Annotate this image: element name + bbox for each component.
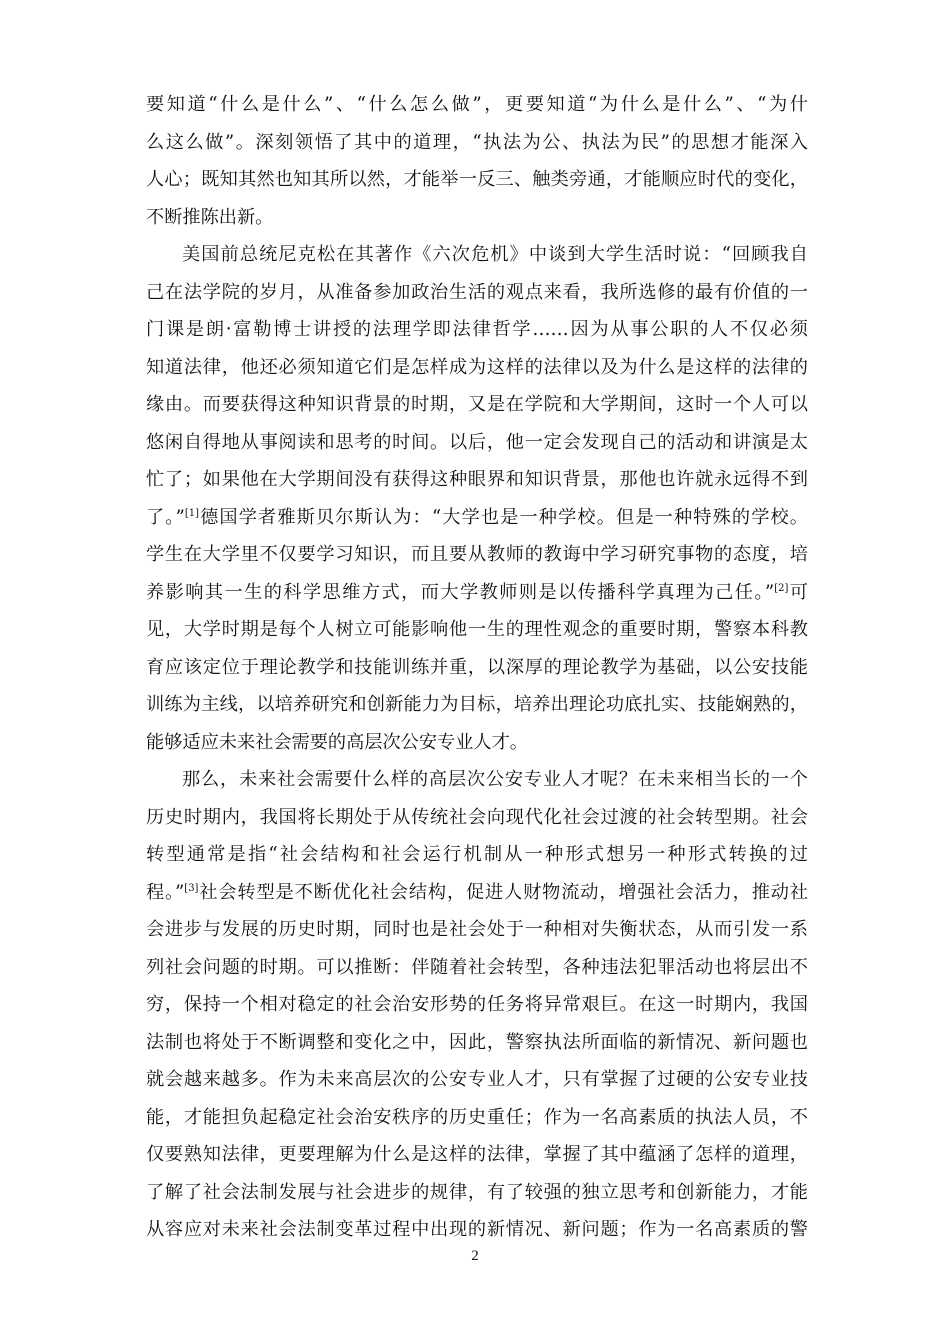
text-line: 美国前总统尼克松在其著作《六次危机》中谈到大学生活时说：“回顾我自 <box>182 244 808 265</box>
text-line: 人心；既知其然也知其所以然，才能举一反三、触类旁通，才能顺应时代的变化， <box>146 169 808 190</box>
citation-marker: [1] <box>184 507 199 519</box>
page-number: 2 <box>471 1248 479 1264</box>
text-line: 就会越来越多。作为未来高层次的公安专业人才，只有掌握了过硬的公安专业技 <box>146 1069 808 1090</box>
text-line: 么这么做”。深刻领悟了其中的道理，“执法为公、执法为民”的思想才能深入 <box>146 131 808 153</box>
text-line: 那么，未来社会需要什么样的高层次公安专业人才呢？在未来相当长的一个 <box>182 769 808 790</box>
paragraph-1 <box>146 86 808 236</box>
citation-marker: [3] <box>184 882 199 894</box>
text-line: 法制也将处于不断调整和变化之中，因此，警察执法所面临的新情况、新问题也 <box>146 1031 808 1053</box>
text-line-with-citation: 了。”[1]德国学者雅斯贝尔斯认为：“大学也是一种学校。但是一种特殊的学校。 <box>146 506 808 528</box>
text-line: 从容应对未来社会法制变革过程中出现的新情况、新问题；作为一名高素质的警 <box>146 1219 808 1240</box>
text-line-with-citation: 程。”[3]社会转型是不断优化社会结构，促进人财物流动，增强社会活力，推动社 <box>146 881 808 903</box>
paragraph-3 <box>146 761 808 1249</box>
text-line: 缘由。而要获得这种知识背景的时期，又是在学院和大学期间，这时一个人可以 <box>146 394 808 415</box>
text-line: 要知道“什么是什么”、“什么怎么做”，更要知道“为什么是什么”、“为什 <box>146 94 808 115</box>
text-line: 能，才能担负起稳定社会治安秩序的历史重任；作为一名高素质的执法人员，不 <box>146 1106 808 1128</box>
text-line: 历史时期内，我国将长期处于从传统社会向现代化社会过渡的社会转型期。社会 <box>146 806 808 828</box>
citation-marker: [2] <box>774 582 789 594</box>
body-text <box>146 86 808 1249</box>
text-line: 会进步与发展的历史时期，同时也是社会处于一种相对失衡状态，从而引发一系 <box>146 919 808 940</box>
text-line: 列社会问题的时期。可以推断：伴随着社会转型，各种违法犯罪活动也将层出不 <box>146 956 808 978</box>
text-line: 穷，保持一个相对稳定的社会治安形势的任务将异常艰巨。在这一时期内，我国 <box>146 994 808 1015</box>
text-line: 己在法学院的岁月，从准备参加政治生活的观点来看，我所选修的最有价值的一 <box>146 281 808 303</box>
text-line: 学生在大学里不仅要学习知识，而且要从教师的教诲中学习研究事物的态度，培 <box>146 544 808 565</box>
text-line: 见，大学时期是每个人树立可能影响他一生的理性观念的重要时期，警察本科教 <box>146 619 808 640</box>
paragraph-2 <box>146 236 808 761</box>
text-line: 不断推陈出新。 <box>146 206 274 228</box>
text-line: 训练为主线，以培养研究和创新能力为目标，培养出理论功底扎实、技能娴熟的， <box>146 694 808 715</box>
text-line: 知道法律，他还必须知道它们是怎样成为这样的法律以及为什么是这样的法律的 <box>146 356 808 378</box>
text-line: 仅要熟知法律，更要理解为什么是这样的法律，掌握了其中蕴涵了怎样的道理， <box>146 1144 808 1165</box>
text-line-with-citation: 养影响其一生的科学思维方式，而大学教师则是以传播科学真理为己任。”[2]可 <box>146 581 808 603</box>
text-line: 了解了社会法制发展与社会进步的规律，有了较强的独立思考和创新能力，才能 <box>146 1181 808 1203</box>
text-line: 悠闲自得地从事阅读和思考的时间。以后，他一定会发现自己的活动和讲演是太 <box>146 431 808 453</box>
text-line: 门课是朗·富勒博士讲授的法理学即法律哲学……因为从事公职的人不仅必须 <box>146 319 808 340</box>
text-line: 能够适应未来社会需要的高层次公安专业人才。 <box>146 731 528 753</box>
text-line: 转型通常是指“社会结构和社会运行机制从一种形式想另一种形式转换的过 <box>146 844 808 865</box>
text-line: 忙了；如果他在大学期间没有获得这种眼界和知识背景，那他也许就永远得不到 <box>146 469 808 490</box>
text-line: 育应该定位于理论教学和技能训练并重，以深厚的理论教学为基础，以公安技能 <box>146 656 808 678</box>
